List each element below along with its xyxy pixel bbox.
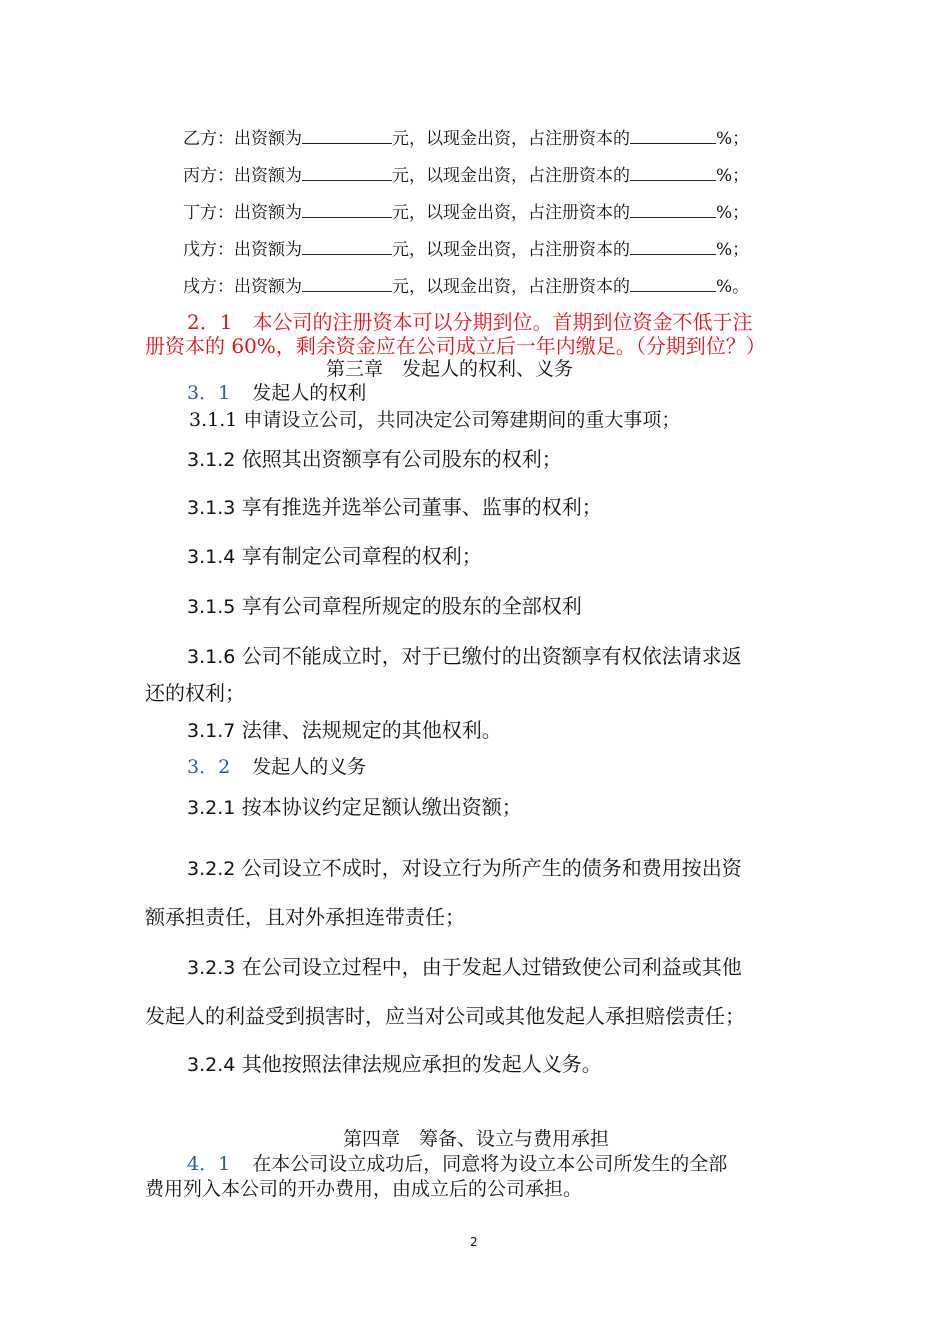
percent-blank (630, 129, 716, 144)
item-number: 3.1.3 (187, 497, 236, 519)
party-label: 戊方：出资额为 (183, 240, 302, 260)
item-3-2-3-cont: 发起人的利益受到损害时，应当对公司或其他发起人承担赔偿责任； (145, 1004, 745, 1028)
section-title: 发起人的义务 (252, 756, 367, 778)
item-3-1-3 (187, 497, 602, 518)
party-label: 丁方：出资额为 (183, 203, 302, 223)
section-4-1-cont: 费用列入本公司的开办费用，由成立后的公司承担。 (145, 1178, 583, 1200)
section-title: 发起人的权利 (252, 382, 367, 404)
contribution-end: %； (716, 129, 750, 149)
contribution-end: %； (716, 240, 750, 260)
section-4-1 (187, 1155, 727, 1174)
amount-blank (302, 129, 392, 144)
item-3-1-6-cont: 还的权利； (145, 681, 245, 705)
item-number: 3.2.2 (187, 858, 236, 880)
percent-blank (630, 166, 716, 181)
contribution-line (183, 166, 749, 185)
item-number: 3.1.6 (187, 646, 236, 668)
item-text: 享有推选并选举公司董事、监事的权利； (241, 495, 602, 519)
item-3-1-6 (187, 646, 742, 667)
item-number: 3.1.7 (187, 720, 236, 742)
amount-blank (302, 166, 392, 181)
contribution-line (183, 240, 749, 259)
amount-blank (302, 240, 392, 255)
capital-note-line1: 2．1 本公司的注册资本可以分期到位。首期到位资金不低于注 (187, 310, 753, 334)
chapter-4-title: 第四章 筹备、设立与费用承担 (343, 1128, 610, 1150)
item-3-2-4 (187, 1054, 602, 1075)
amount-blank (302, 277, 392, 292)
item-3-1-7 (187, 720, 502, 741)
section-3-1-heading (187, 384, 366, 403)
contribution-end: %。 (716, 277, 750, 297)
item-3-1-4 (187, 546, 482, 567)
item-number: 3.1.4 (187, 546, 236, 568)
contribution-mid: 元，以现金出资，占注册资本的 (392, 240, 630, 260)
contribution-line (183, 277, 749, 296)
item-3-2-3 (187, 957, 742, 978)
contribution-mid: 元，以现金出资，占注册资本的 (392, 166, 630, 186)
section-3-2-heading (187, 758, 366, 777)
item-3-2-2 (187, 858, 742, 879)
item-3-1-1: 3.1.1 申请设立公司，共同决定公司筹建期间的重大事项； (189, 409, 681, 431)
chapter-3-title: 第三章 发起人的权利、义务 (326, 358, 574, 380)
item-3-1-5 (187, 596, 582, 617)
party-label: 戌方：出资额为 (183, 277, 302, 297)
contribution-mid: 元，以现金出资，占注册资本的 (392, 129, 630, 149)
item-number: 3.2.4 (187, 1054, 236, 1076)
item-3-1-2 (187, 449, 562, 470)
item-text: 其他按照法律法规应承担的发起人义务。 (241, 1052, 602, 1076)
item-text: 在公司设立过程中，由于发起人过错致使公司利益或其他 (241, 955, 742, 979)
percent-blank (630, 203, 716, 218)
section-number: 3．1 (187, 382, 231, 404)
percent-blank (630, 277, 716, 292)
section-number: 3．2 (187, 756, 231, 778)
party-label: 乙方：出资额为 (183, 129, 302, 149)
item-number: 3.1.5 (187, 596, 236, 618)
item-text: 享有公司章程所规定的股东的全部权利 (241, 594, 582, 618)
contribution-end: %； (716, 203, 750, 223)
item-number: 3.2.3 (187, 957, 236, 979)
item-text: 按本协议约定足额认缴出资额； (241, 795, 522, 819)
item-text: 公司设立不成时，对设立行为所产生的债务和费用按出资 (241, 856, 742, 880)
item-3-2-1 (187, 797, 522, 818)
item-text: 公司不能成立时，对于已缴付的出资额享有权依法请求返 (241, 644, 742, 668)
item-text: 依照其出资额享有公司股东的权利； (241, 447, 562, 471)
item-3-2-2-cont: 额承担责任，且对外承担连带责任； (145, 905, 465, 929)
capital-note-line2: 册资本的 60%，剩余资金应在公司成立后一年内缴足。（分期到位？） (145, 334, 766, 358)
item-number: 3.1.2 (187, 449, 236, 471)
item-text: 法律、法规规定的其他权利。 (241, 718, 502, 742)
item-number: 3.2.1 (187, 797, 236, 819)
page-number: 2 (470, 1235, 478, 1249)
item-text: 享有制定公司章程的权利； (241, 544, 482, 568)
contribution-end: %； (716, 166, 750, 186)
section-number: 4．1 (187, 1153, 231, 1175)
contribution-mid: 元，以现金出资，占注册资本的 (392, 277, 630, 297)
section-text: 在本公司设立成功后，同意将为设立本公司所发生的全部 (252, 1153, 728, 1175)
party-label: 丙方：出资额为 (183, 166, 302, 186)
contribution-line (183, 203, 749, 222)
contribution-line (183, 129, 749, 148)
percent-blank (630, 240, 716, 255)
amount-blank (302, 203, 392, 218)
contribution-mid: 元，以现金出资，占注册资本的 (392, 203, 630, 223)
